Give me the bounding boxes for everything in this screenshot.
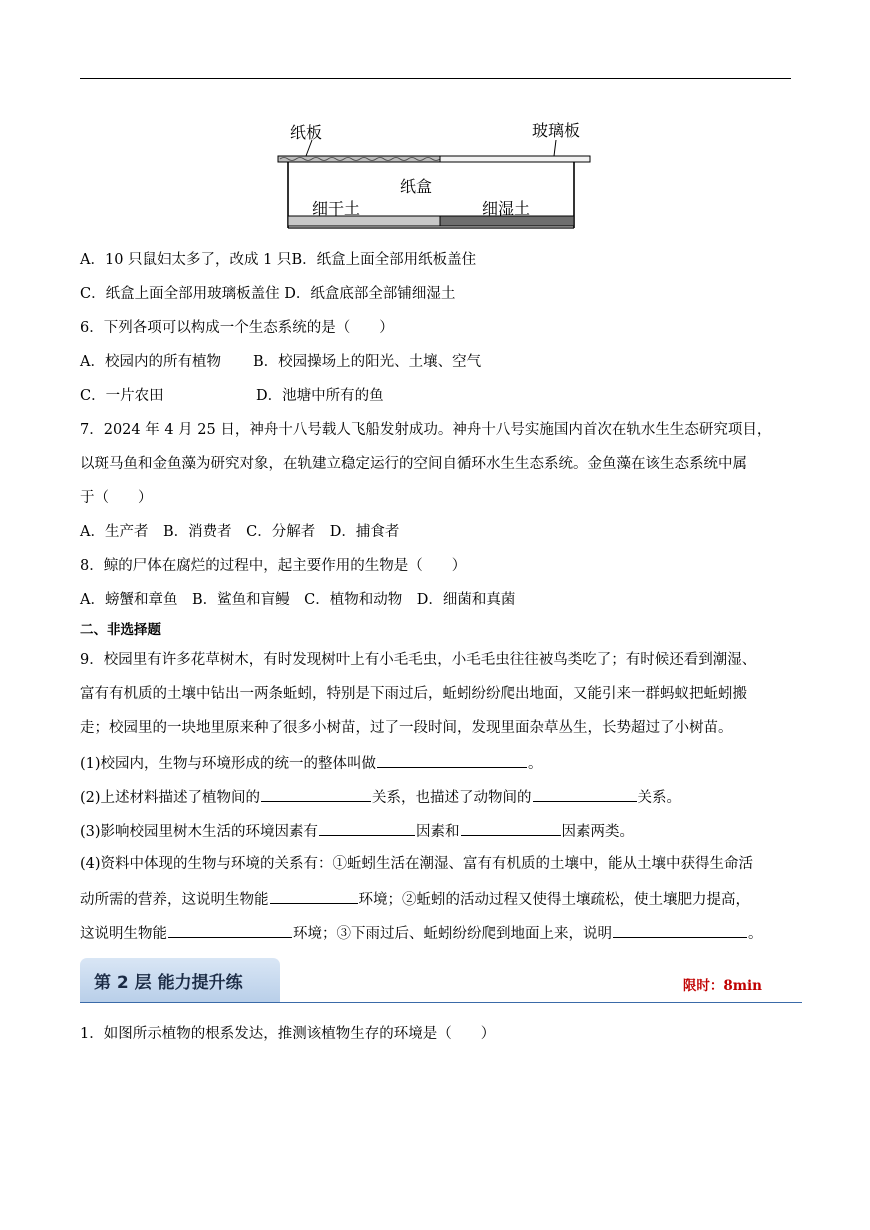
q6-option-b: B．校园操场上的阳光、土壤、空气: [252, 354, 482, 370]
q7-line3: 于（ ）: [80, 490, 153, 506]
experiment-figure: [270, 112, 610, 234]
q9-sub3: (3)影响校园里树木生活的环境因素有 因素和 因素两类。: [80, 820, 634, 842]
level2-header: [80, 958, 802, 1006]
q9-sub4-line1: (4)资料中体现的生物与环境的关系有：①蚯蚓生活在潮湿、富有有机质的土壤中，能从土壤中获得生命活: [80, 856, 754, 872]
answer-blank[interactable]: [377, 752, 527, 768]
label-glass: 玻璃板: [532, 121, 581, 140]
q9-sub4-line2: 动所需的营养，这说明生物能 环境；②蚯蚓的活动过程又使得土壤疏松，使土壤肥力提高，: [80, 888, 750, 910]
q5-options-line1: A．10 只鼠妇太多了，改成 1 只B．纸盒上面全部用纸板盖住: [80, 252, 477, 268]
label-dry-soil: 细干土: [312, 199, 361, 218]
q9-sub1: (1)校园内，生物与环境形成的统一的整体叫做 。: [80, 752, 543, 774]
q8-options: A．螃蟹和章鱼 B．鲨鱼和盲鳗 C．植物和动物 D．细菌和真菌: [80, 592, 516, 608]
q7-line1: 7．2024 年 4 月 25 日，神舟十八号载人飞船发射成功。神舟十八号实施国内首次在轨水生生态研究项目，: [80, 422, 772, 438]
label-box: 纸盒: [400, 177, 433, 196]
q9-line2: 富有有机质的土壤中钻出一两条蚯蚓，特别是下雨过后，蚯蚓纷纷爬出地面，又能引来一群蚂蚁把蚯蚓搬: [80, 686, 747, 702]
label-wet-soil: 细湿土: [482, 199, 531, 218]
q8-stem: 8．鲸的尸体在腐烂的过程中，起主要作用的生物是（ ）: [80, 558, 467, 574]
q9-line3: 走；校园里的一块地里原来种了很多小树苗，过了一段时间，发现里面杂草丛生，长势超过了小树苗。: [80, 720, 733, 736]
q6-option-c: C．一片农田: [80, 388, 164, 404]
q7-line2: 以斑马鱼和金鱼藻为研究对象，在轨建立稳定运行的空间自循环水生生态系统。金鱼藻在该生态系统中属: [80, 456, 747, 472]
q7-options: A．生产者 B．消费者 C．分解者 D．捕食者: [80, 524, 400, 540]
level2-title: 第 2 层 能力提升练: [80, 958, 280, 1002]
q6-stem: 6．下列各项可以构成一个生态系统的是（ ）: [80, 320, 394, 336]
q6-options-row1: [80, 352, 481, 372]
time-limit: 限时：8min: [682, 978, 762, 994]
q9-sub4-line3: 这说明生物能 环境；③下雨过后、蚯蚓纷纷爬到地面上来，说明 。: [80, 922, 763, 944]
level2-q1-stem: 1．如图所示植物的根系发达，推测该植物生存的环境是（ ）: [80, 1026, 496, 1042]
header-rule: [80, 78, 791, 79]
answer-blank[interactable]: [613, 922, 747, 938]
answer-blank[interactable]: [168, 922, 292, 938]
answer-blank[interactable]: [319, 820, 415, 836]
q6-option-d: D．池塘中所有的鱼: [256, 388, 384, 404]
label-cardboard: 纸板: [290, 123, 323, 142]
q9-line1: 9．校园里有许多花草树木，有时发现树叶上有小毛毛虫，小毛毛虫往往被鸟类吃了；有时候还看到潮湿、: [80, 652, 757, 668]
q9-sub2: (2)上述材料描述了植物间的 关系，也描述了动物间的 关系。: [80, 786, 681, 808]
q5-options-line2: C．纸盒上面全部用玻璃板盖住 D．纸盒底部全部铺细湿土: [80, 286, 456, 302]
answer-blank[interactable]: [533, 786, 637, 802]
q6-options-row2: [80, 386, 384, 406]
answer-blank[interactable]: [461, 820, 561, 836]
q6-option-a: A．校园内的所有植物: [80, 354, 221, 370]
answer-blank[interactable]: [270, 888, 358, 904]
section-title-nonchoice: 二、非选择题: [80, 622, 161, 638]
answer-blank[interactable]: [261, 786, 371, 802]
level2-underline: [80, 1002, 802, 1003]
